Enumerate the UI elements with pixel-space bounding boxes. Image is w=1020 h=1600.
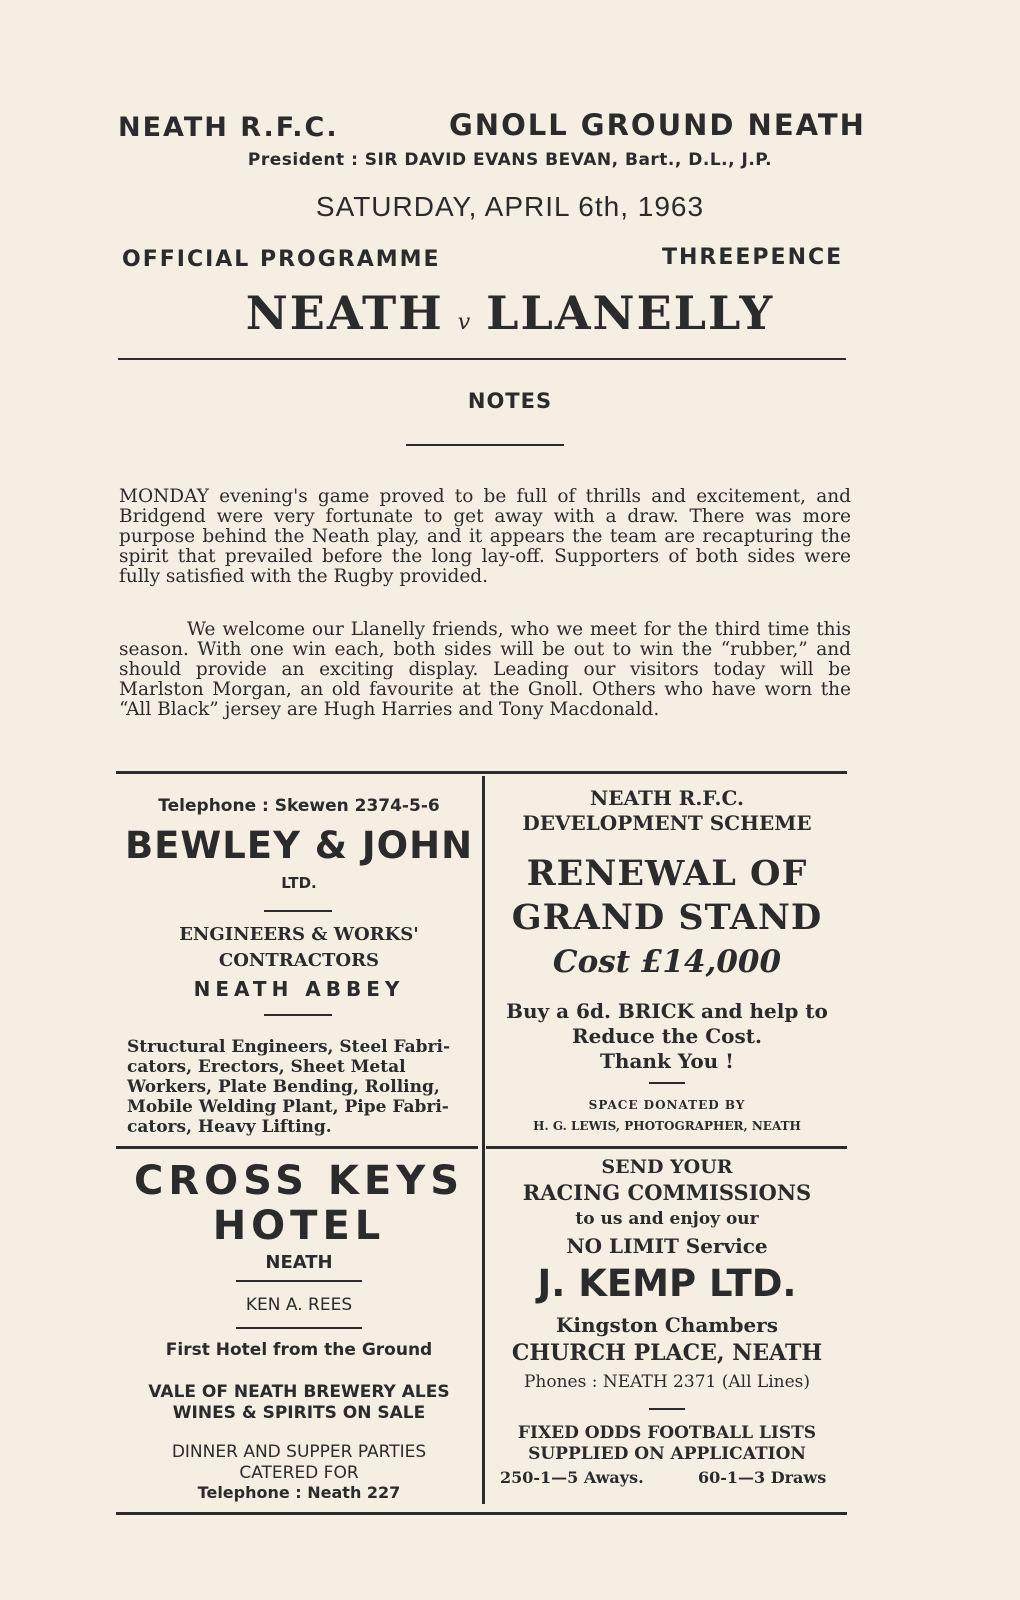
header-divider [118,358,846,360]
kemp-odds-draws: 60-1—3 Draws [698,1468,827,1487]
development-cost: Cost £14,000 [552,944,782,980]
development-club: NEATH R.F.C. [590,786,744,810]
kemp-line-1: SEND YOUR [601,1156,733,1178]
ads-middle-rule-right [486,1146,847,1149]
club-name: NEATH R.F.C. [118,112,339,143]
bewley-trade-1: ENGINEERS & WORKS' [179,924,419,945]
ad-cross-keys-hotel [118,1150,480,1510]
ad-bewley-john [118,776,480,1146]
fixture-title [0,286,1020,340]
bewley-services-4: Mobile Welding Plant, Pipe Fabri- [127,1097,449,1117]
bewley-ltd: LTD. [281,874,317,892]
crosskeys-dinner-2: CATERED FOR [239,1463,359,1483]
bewley-location: NEATH ABBEY [193,977,405,1001]
kemp-name: J. KEMP LTD. [537,1262,797,1305]
crosskeys-telephone: Telephone : Neath 227 [197,1483,401,1502]
development-appeal-2: Reduce the Cost. [572,1024,762,1048]
crosskeys-divider-2 [236,1327,362,1329]
notes-title: NOTES [467,389,553,413]
kemp-line-2: RACING COMMISSIONS [522,1180,812,1205]
crosskeys-name-2: HOTEL [212,1203,386,1249]
bewley-services-2: cators, Erectors, Sheet Metal [127,1057,406,1077]
notes-title-underline [406,444,564,446]
kemp-phones: Phones : NEATH 2371 (All Lines) [523,1372,811,1392]
kemp-divider [649,1408,685,1410]
ad-development-scheme [486,776,848,1146]
kemp-lists-2: SUPPLIED ON APPLICATION [528,1444,806,1464]
development-scheme: DEVELOPMENT SCHEME [522,811,812,835]
ads-middle-rule-left [116,1146,478,1149]
bewley-services-5: cators, Heavy Lifting. [127,1117,332,1137]
president-line: President : SIR DAVID EVANS BEVAN, Bart., D.L., J.P. [247,150,773,170]
development-donated-2: H. G. LEWIS, PHOTOGRAPHER, NEATH [533,1119,801,1133]
development-appeal-1: Buy a 6d. BRICK and help to [506,999,828,1023]
crosskeys-proprietor: KEN A. REES [245,1295,353,1315]
crosskeys-tagline: First Hotel from the Ground [165,1340,433,1360]
bewley-divider-2 [264,1014,332,1016]
kemp-line-4: NO LIMIT Service [566,1234,768,1258]
home-team: NEATH [245,286,444,340]
development-divider [649,1082,685,1084]
bewley-divider-1 [264,910,332,912]
kemp-lists-1: FIXED ODDS FOOTBALL LISTS [517,1423,817,1443]
notes-paragraph-1: MONDAY evening's game proved to be full of thrills and excitement, and Bridgend were very fortunate to get away with a draw. There was more purpose behind the Neath play, and it appears the team are recapturing the spirit that prevailed before the long lay-off. Supporters of both sides were fully satisfied with the Rugby provided. [119,486,851,587]
kemp-address-2: CHURCH PLACE, NEATH [511,1340,823,1366]
kemp-line-3: to us and enjoy our [575,1209,759,1229]
crosskeys-ales-2: WINES & SPIRITS ON SALE [172,1403,426,1423]
bewley-services-3: Workers, Plate Bending, Rolling, [127,1077,440,1097]
ads-vertical-rule [482,776,485,1504]
development-headline-1: RENEWAL OF [526,853,808,894]
match-date: SATURDAY, APRIL 6th, 1963 [315,191,705,222]
crosskeys-name-1: CROSS KEYS [134,1158,464,1204]
ad-j-kemp [486,1150,848,1510]
ads-top-rule [116,771,847,774]
development-headline-2: GRAND STAND [511,897,823,938]
bewley-name: BEWLEY & JOHN [124,824,474,867]
kemp-address-1: Kingston Chambers [556,1313,778,1337]
ground-name: GNOLL GROUND NEATH [449,108,866,142]
development-appeal-3: Thank You ! [600,1049,734,1073]
crosskeys-divider-1 [236,1280,362,1282]
bewley-services-1: Structural Engineers, Steel Fabri- [127,1037,451,1057]
crosskeys-ales-1: VALE OF NEATH BREWERY ALES [148,1382,450,1402]
development-donated-1: SPACE DONATED BY [588,1098,746,1112]
programme-price: THREEPENCE [662,245,844,270]
ads-bottom-rule [116,1512,847,1515]
away-team: LLANELLY [486,286,775,340]
programme-label: OFFICIAL PROGRAMME [122,247,441,272]
bewley-trade-2: CONTRACTORS [218,950,380,971]
notes-paragraph-2: We welcome our Llanelly friends, who we meet for the third time this season. With one win each, both sides will be out to win the “rubber,” and should provide an exciting display. Leading our visitors today will be Marlston Morgan, an old favourite at the Gnoll. Others who have worn the “All Black” jersey are Hugh Harries and Tony Macdonald. [119,619,851,720]
versus-mark: v [457,310,473,335]
kemp-odds-aways: 250-1—5 Aways. [500,1468,644,1487]
crosskeys-dinner-1: DINNER AND SUPPER PARTIES [171,1442,427,1462]
crosskeys-town: NEATH [265,1252,333,1273]
bewley-telephone: Telephone : Skewen 2374-5-6 [158,796,440,816]
